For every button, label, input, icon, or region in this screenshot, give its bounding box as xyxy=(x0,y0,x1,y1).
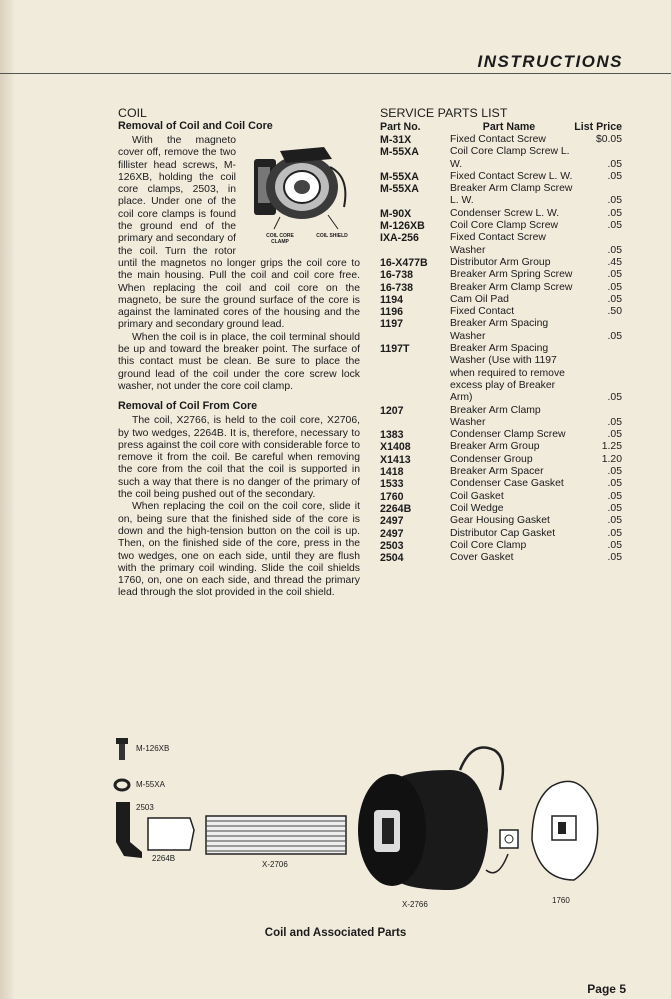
parts-row xyxy=(380,503,622,515)
part-name: Breaker Arm Spring Screw xyxy=(450,269,573,281)
page-header: INSTRUCTIONS xyxy=(477,52,623,71)
paragraph-removal: With the magneto cover off, remove the two fillister head screws, M-126XB, holding the coil core clamps, 2503, in place. Under one of the coil core clamps is found the ground end of the primary and secondary of the coil. Turn the rotor until the magnetos no longer grips the coil core to the main housing. Pull the coil and coil core free. When replacing the coil and coil core on the magneto, be sure the ground surface of the core is against the laminated cores of the housing and the primary and secondary ground lead. xyxy=(118,135,360,331)
coil-core-icon xyxy=(206,816,346,854)
part-price: .50 xyxy=(607,306,622,318)
parts-row xyxy=(380,466,622,478)
magneto-illustration xyxy=(240,137,362,247)
part-price: .05 xyxy=(607,552,622,564)
paragraph-coil-core: The coil, X2766, is held to the coil core, X2706, by two wedges, 2264B. It is, therefore, necessary to press against the coil core with considerable force to remove it from the coil. Be careful when removing the core from the coil that the coil is supported in such a way that there is no danger of the primary of the coil being pushed out of the secondary. xyxy=(118,415,360,501)
parts-row xyxy=(380,257,622,269)
coil-parts-figure xyxy=(100,730,640,920)
parts-row xyxy=(380,515,622,527)
parts-row xyxy=(380,269,622,281)
service-parts-list xyxy=(380,106,622,564)
parts-row xyxy=(380,134,622,146)
part-price: .05 xyxy=(607,195,622,207)
part-name: Breaker Arm Spacing Washer xyxy=(450,318,549,342)
part-number: M-90X xyxy=(380,207,412,220)
part-price: .05 xyxy=(607,478,622,490)
part-number: 2497 xyxy=(380,527,404,540)
header-part-name: Part Name xyxy=(482,121,536,133)
part-name: Coil Core Clamp Screw xyxy=(450,220,558,232)
parts-row xyxy=(380,232,622,257)
page-binding-edge xyxy=(0,0,14,999)
parts-row xyxy=(380,478,622,490)
part-price: .05 xyxy=(607,281,622,293)
part-name: Condenser Screw L. W. xyxy=(450,207,560,219)
part-number: 2503 xyxy=(380,539,404,552)
part-price: .05 xyxy=(607,466,622,478)
part-price: .05 xyxy=(607,244,622,256)
part-price: .05 xyxy=(607,416,622,428)
part-name: Gear Housing Gasket xyxy=(450,515,550,527)
part-number: 16-738 xyxy=(380,281,413,294)
part-number: X1413 xyxy=(380,453,411,466)
label-coil: X-2766 xyxy=(402,900,428,909)
parts-row xyxy=(380,540,622,552)
part-name: Cover Gasket xyxy=(450,552,514,564)
part-price: .45 xyxy=(607,256,622,268)
part-name: Breaker Arm Spacing Washer (Use with 1197 when required to remove excess play of Breaker Arm) xyxy=(450,343,565,404)
part-number: M-31X xyxy=(380,134,412,146)
header-list-price: List Price xyxy=(574,121,622,133)
part-price: $0.05 xyxy=(595,134,622,145)
label-wedge: 2264B xyxy=(152,854,176,863)
label-coil-core-clamp: COIL CORE CLAMP xyxy=(266,233,294,245)
part-price: .05 xyxy=(607,269,622,281)
part-price: .05 xyxy=(607,515,622,527)
coil-icon xyxy=(358,748,518,891)
part-name: Coil Core Clamp xyxy=(450,539,527,551)
part-number: 1418 xyxy=(380,466,404,479)
part-price: .05 xyxy=(607,539,622,551)
parts-row xyxy=(380,491,622,503)
parts-row xyxy=(380,552,622,564)
parts-row xyxy=(380,171,622,183)
part-number: 16-738 xyxy=(380,269,413,282)
part-name: Fixed Contact Screw L. W. xyxy=(450,170,573,182)
parts-row xyxy=(380,343,622,404)
part-number: 16-X477B xyxy=(380,256,428,269)
part-name: Coil Core Clamp Screw L. W. xyxy=(450,146,570,170)
parts-row xyxy=(380,441,622,453)
coil-title: COIL xyxy=(118,106,147,120)
part-name: Condenser Group xyxy=(450,453,533,465)
part-number: 1197 xyxy=(380,318,403,331)
paragraph-replacing: When replacing the coil on the coil core, slide it on, being sure that the finished side of the core is down and the high-tension button on the coil is up. Then, on the finished side of the core, press in the two wedges, one on each side, until they are flush with the primary coil winding. Slide the coil shields 1760, on, one on each side, and thread the primary lead through the slot provided in the coil shield. xyxy=(118,501,360,599)
part-number: M-55XA xyxy=(380,170,419,183)
part-number: 1760 xyxy=(380,490,404,503)
part-number: 2497 xyxy=(380,515,404,528)
parts-row xyxy=(380,294,622,306)
part-number: M-126XB xyxy=(380,220,425,233)
part-price: .05 xyxy=(607,207,622,219)
from-core-heading: Removal of Coil From Core xyxy=(118,400,258,413)
part-price: .05 xyxy=(607,158,622,170)
part-name: Condenser Clamp Screw xyxy=(450,429,566,441)
label-washer: M-55XA xyxy=(136,780,165,789)
part-name: Coil Wedge xyxy=(450,502,504,514)
coil-parts-drawing xyxy=(100,730,640,920)
part-number: 2264B xyxy=(380,502,412,515)
part-price: .05 xyxy=(607,293,622,305)
coil-section xyxy=(118,106,360,600)
figure-caption: Coil and Associated Parts xyxy=(264,927,407,939)
parts-row xyxy=(380,282,622,294)
parts-row xyxy=(380,306,622,318)
part-name: Fixed Contact xyxy=(450,306,515,318)
part-price: .05 xyxy=(607,502,622,514)
part-number: M-55XA xyxy=(380,183,419,196)
part-name: Coil Gasket xyxy=(450,490,504,502)
coil-shield-icon xyxy=(532,781,598,880)
part-price: 1.25 xyxy=(601,441,622,453)
parts-rows xyxy=(380,134,622,564)
magneto-drawing xyxy=(240,137,362,233)
screw-icon xyxy=(116,738,128,760)
part-name: Cam Oil Pad xyxy=(450,293,509,305)
parts-title: SERVICE PARTS LIST xyxy=(380,106,508,120)
parts-row xyxy=(380,220,622,232)
part-price: 1.20 xyxy=(601,453,622,465)
part-price: .05 xyxy=(607,490,622,502)
parts-row xyxy=(380,528,622,540)
part-price: .05 xyxy=(607,392,622,404)
parts-header-row xyxy=(380,120,622,134)
part-name: Breaker Arm Clamp Screw xyxy=(450,281,573,293)
parts-row xyxy=(380,146,622,171)
part-name: Distributor Cap Gasket xyxy=(450,527,556,539)
header-rule xyxy=(0,73,671,74)
header-part-no: Part No. xyxy=(380,121,421,133)
parts-row xyxy=(380,318,622,343)
parts-row xyxy=(380,454,622,466)
label-shield: 1760 xyxy=(552,896,570,905)
paragraph-placement: When the coil is in place, the coil terminal should be up and toward the breaker point. The surface of this contact must be clean. Be sure to place the ground lead of the coil under the core screw lock washer, not under the core coil clamp. xyxy=(118,331,360,392)
part-price: .05 xyxy=(607,330,622,342)
parts-row xyxy=(380,429,622,441)
part-name: Distributor Arm Group xyxy=(450,256,551,268)
part-name: Breaker Arm Clamp Washer xyxy=(450,404,541,428)
label-coil-shield: COIL SHIELD xyxy=(316,233,348,239)
page-number: Page 5 xyxy=(587,982,626,996)
part-name: Breaker Arm Group xyxy=(450,441,540,453)
part-number: 1533 xyxy=(380,478,404,491)
label-screw: M-126XB xyxy=(136,744,170,753)
part-name: Fixed Contact Screw Washer xyxy=(450,232,546,256)
washer-icon xyxy=(115,780,129,790)
label-clamp: 2503 xyxy=(136,803,154,812)
part-name: Fixed Contact Screw xyxy=(450,134,546,145)
part-number: 1197T xyxy=(380,343,410,356)
parts-row xyxy=(380,405,622,430)
removal-heading: Removal of Coil and Coil Core xyxy=(118,120,273,132)
wedge-icon xyxy=(148,818,194,850)
part-number: 1383 xyxy=(380,429,404,442)
part-price: .05 xyxy=(607,170,622,182)
label-core: X-2706 xyxy=(262,860,288,869)
part-price: .05 xyxy=(607,220,622,232)
part-number: M-55XA xyxy=(380,146,419,159)
part-number: 1207 xyxy=(380,404,404,417)
part-number: 2504 xyxy=(380,552,404,565)
part-name: Condenser Case Gasket xyxy=(450,478,564,490)
part-number: 1196 xyxy=(380,306,403,319)
part-number: 1194 xyxy=(380,293,403,306)
parts-row xyxy=(380,208,622,220)
part-price: .05 xyxy=(607,527,622,539)
part-number: X1408 xyxy=(380,441,411,454)
part-name: Breaker Arm Clamp Screw L. W. xyxy=(450,183,573,207)
parts-row xyxy=(380,183,622,208)
part-price: .05 xyxy=(607,429,622,441)
part-number: IXA-256 xyxy=(380,232,419,245)
part-name: Breaker Arm Spacer xyxy=(450,466,544,478)
